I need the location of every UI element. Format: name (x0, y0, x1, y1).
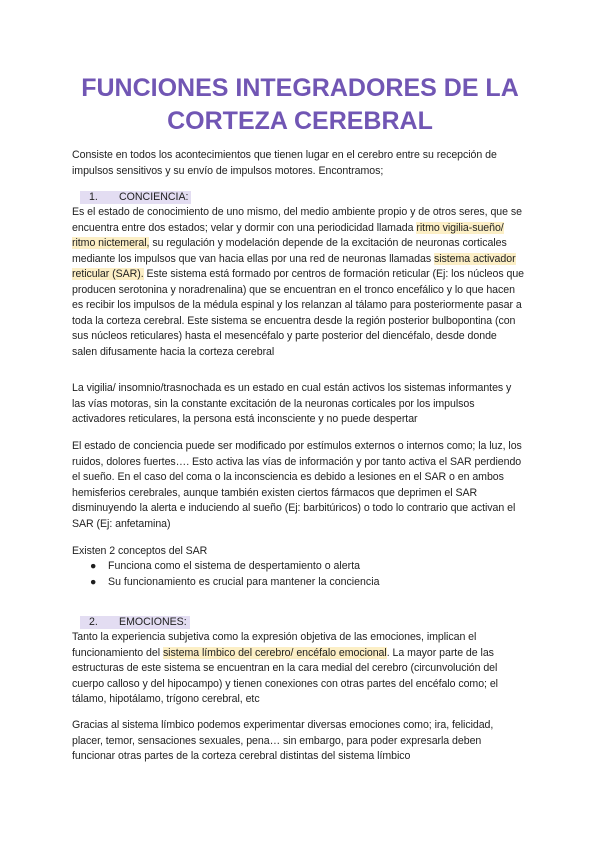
section-title: EMOCIONES: (119, 616, 187, 628)
text-run: Es el estado de conocimiento de uno mismo, del medio ambiente propio y de otros seres, que se encuentra entre dos estados; velar y dormir con una periodicidad llamada (72, 206, 522, 234)
conciencia-paragraph-2: La vigilia/ insomnio/trasnochada es un estado en cual están activos los sistemas informantes y las vías motoras, sin la constante excitación de la neuronas corticales por los impulsos activadores reticulares, la persona está inconsciente y no puede despertar (72, 382, 512, 425)
section-title: CONCIENCIA: (119, 191, 189, 203)
conciencia-paragraph-4: Existen 2 conceptos del SAR (72, 545, 208, 557)
section-number: 1. (89, 191, 98, 203)
highlight-ritmo-nictemeral: ritmo vigilia-sueño/ ritmo nictemeral, (72, 221, 504, 249)
title-line-1: FUNCIONES INTEGRADORES DE LA (81, 74, 519, 102)
list-item (72, 559, 524, 575)
emociones-paragraph-2: Gracias al sistema límbico podemos experimentar diversas emociones como; ira, felicidad, placer, temor, sensaciones sexuales, pena… sin embargo, para poder expresarla deben funcionar otras partes de la corteza cerebral distintas del sistema límbico (72, 719, 494, 762)
text-run: su regulación y modelación depende de la excitación de neuronas corticales mediante los impulsos que van hacia ellas por una red de neuronas llamadas (72, 237, 507, 265)
intro-paragraph: Consiste en todos los acontecimientos que tienen lugar en el cerebro entre su recepción de impulsos sensitivos y su envío de impulsos motores. Encontramos; (72, 149, 497, 177)
list-item-text: Su funcionamiento es crucial para mantener la conciencia (108, 575, 380, 588)
conciencia-paragraph-1 (72, 205, 524, 360)
document-title (40, 72, 560, 138)
sar-concepts-list (72, 559, 524, 590)
highlight-sistema-limbico: sistema límbico del cerebro/ encéfalo emocional (162, 646, 387, 659)
text-run: Tanto la experiencia subjetiva como la expresión objetiva de las emociones, implican el funcionamiento del (72, 631, 477, 659)
title-line-2: CORTEZA CEREBRAL (167, 107, 433, 135)
list-item (72, 575, 524, 591)
text-run: Este sistema está formado por centros de formación reticular (Ej: los núcleos que producen serotonina y noradrenalina) que se encuentran en el tronco encefálico y lo que hacen es recibir los impulsos de la médula espinal y los relanzan al tálamo para posteriormente pasar a toda la corteza cerebral. Este sistema se encuentra desde la región posterior bulbopontina (con sus núcleos reticulares) hasta el mesencéfalo y parte posterior del diencéfalo, desde donde salen difusamente hacia la corteza cerebral (72, 268, 525, 358)
emociones-paragraph-1 (72, 630, 524, 708)
highlight-sar: sistema activador reticular (SAR). (72, 252, 516, 280)
section-heading-conciencia (80, 191, 191, 204)
list-item-text: Funciona como el sistema de despertamiento o alerta (108, 560, 361, 572)
conciencia-paragraph-3: El estado de conciencia puede ser modificado por estímulos externos o internos como; la luz, los ruidos, dolores fuertes…. Esto activa las vías de información y por tanto activa el SAR perdiendo el sueño. En el caso del coma o la inconsciencia es debido a lesiones en el SAR o en ambos hemisferios cerebrales, aunque también existen ciertos fármacos que deprimen el SAR disminuyendo la alerta e induciendo al sueño (Ej: barbitúricos) o todo lo contrario que activan el SAR (Ej: anfetamina) (72, 440, 522, 530)
bullet-icon: ● (90, 560, 97, 572)
bullet-icon: ● (90, 575, 97, 588)
section-heading-emociones (80, 616, 190, 629)
text-run: . La mayor parte de las estructuras de este sistema se encuentran en la cara medial del cerebro (circunvolución del cuerpo calloso y del hipocampo) y tienen conexiones con otras partes del encéfalo como; el tálamo, hipotálamo, trígono cerebral, etc (72, 646, 498, 705)
section-number: 2. (89, 616, 98, 628)
